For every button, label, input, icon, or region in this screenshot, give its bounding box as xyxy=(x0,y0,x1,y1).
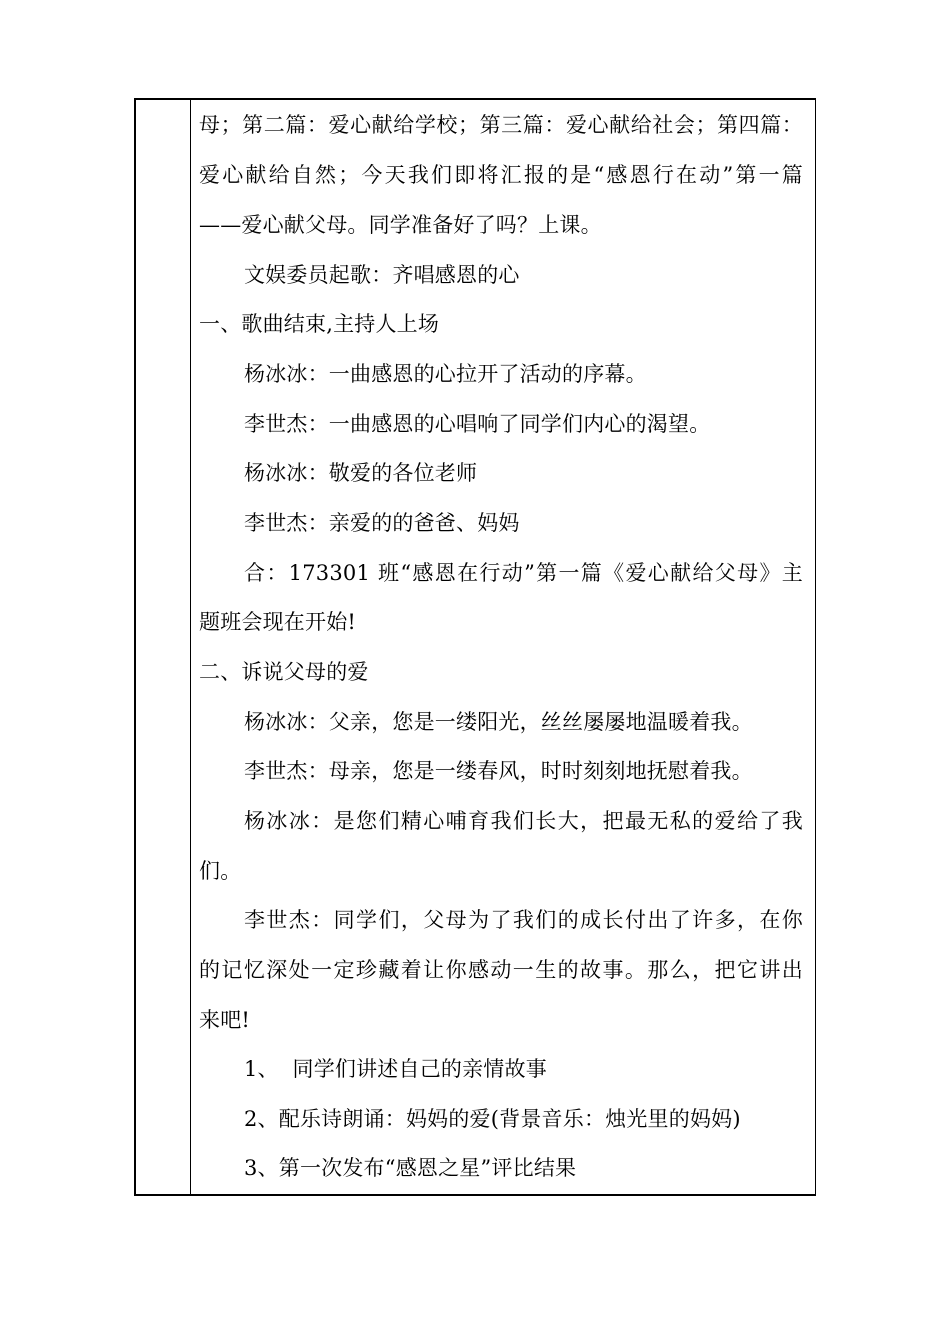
paragraph-line: ——爱心献父母。同学准备好了吗？上课。 xyxy=(199,213,602,237)
dialogue-line: 李世杰：亲爱的的爸爸、妈妈 xyxy=(244,511,520,535)
dialogue-line: 李世杰：一曲感恩的心唱响了同学们内心的渴望。 xyxy=(244,412,711,436)
dialogue-line: 们。 xyxy=(199,859,242,883)
column-divider xyxy=(190,100,191,1194)
left-column-cell xyxy=(136,100,190,1194)
document-table xyxy=(134,98,816,1196)
dialogue-line: 杨冰冰：父亲，您是一缕阳光，丝丝屡屡地温暖着我。 xyxy=(244,710,753,734)
dialogue-line: 杨冰冰：是您们精心哺育我们长大，把最无私的爱给了我 xyxy=(244,809,803,833)
paragraph-line: 文娱委员起歌：齐唱感恩的心 xyxy=(244,263,520,287)
dialogue-line: 题班会现在开始! xyxy=(199,610,357,634)
list-item: 3、第一次发布“感恩之星”评比结果 xyxy=(244,1156,577,1180)
dialogue-line: 杨冰冰：敬爱的各位老师 xyxy=(244,461,478,485)
paragraph-line: 母；第二篇：爱心献给学校；第三篇：爱心献给社会；第四篇： xyxy=(199,113,803,137)
dialogue-line: 来吧! xyxy=(199,1008,251,1032)
list-item: 2、配乐诗朗诵：妈妈的爱(背景音乐：烛光里的妈妈) xyxy=(244,1107,741,1131)
dialogue-line: 李世杰：同学们，父母为了我们的成长付出了许多，在你 xyxy=(244,908,803,932)
paragraph-line: 爱心献给自然；今天我们即将汇报的是“感恩行在动”第一篇 xyxy=(199,163,803,187)
section-heading: 二、诉说父母的爱 xyxy=(199,660,369,684)
dialogue-line: 合：173301 班“感恩在行动”第一篇《爱心献给父母》主 xyxy=(244,561,803,585)
section-heading: 一、歌曲结束,主持人上场 xyxy=(199,312,440,336)
dialogue-line: 杨冰冰：一曲感恩的心拉开了活动的序幕。 xyxy=(244,362,647,386)
dialogue-line: 李世杰：母亲，您是一缕春风，时时刻刻地抚慰着我。 xyxy=(244,759,753,783)
dialogue-line: 的记忆深处一定珍藏着让你感动一生的故事。那么，把它讲出 xyxy=(199,958,803,982)
list-item: 1、 同学们讲述自己的亲情故事 xyxy=(244,1057,547,1081)
